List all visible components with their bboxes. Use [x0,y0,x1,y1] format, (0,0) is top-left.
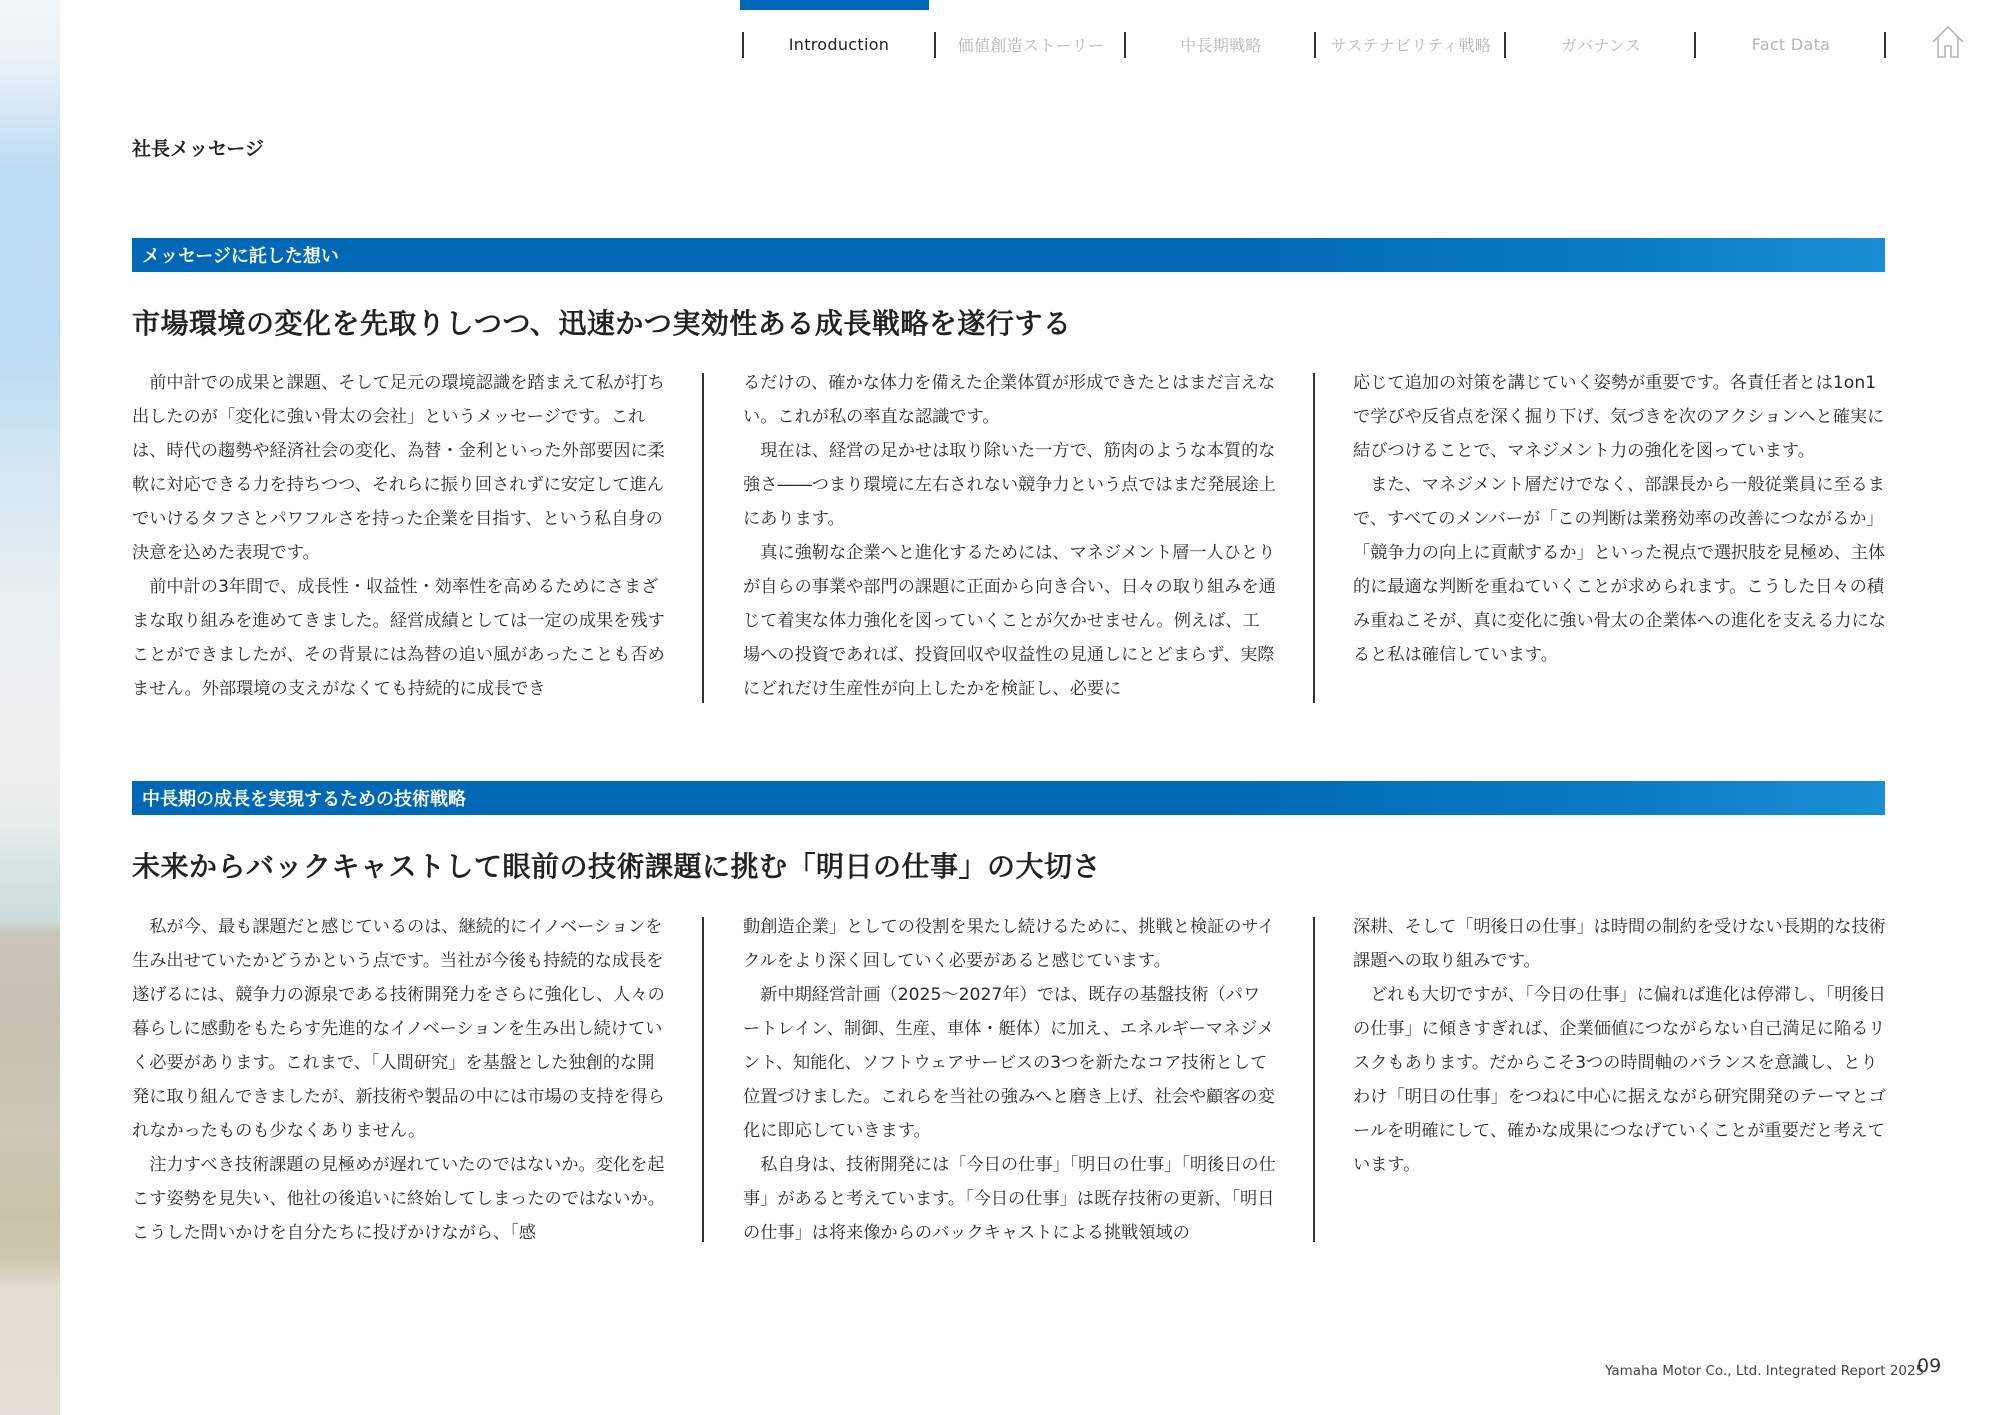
paragraph: 前中計の3年間で、成長性・収益性・効率性を高めるためにさまざまな取り組みを進めてきました。経営成績としては一定の成果を残すことができましたが、その背景には為替の追い風があったことも否めません。外部環境の支えがなくても持続的に成長でき [132,577,665,699]
nav-active-indicator [740,0,929,10]
paragraph: どれも大切ですが、「今日の仕事」に偏れば進化は停滞し、「明後日の仕事」に傾きすぎれば、企業価値につながらない自己満足に陥るリスクもあります。だからこそ3つの時間軸のバランスを意識し、とりわけ「明日の仕事」をつねに中心に据えながら研究開発のテーマとゴールを明確にして、確かな成果につなげていくことが重要だと考えています。 [1353,985,1886,1175]
nav-tab-sustainability-strategy[interactable]: サステナビリティ戦略 [1330,35,1492,55]
nav-tab-introduction[interactable]: Introduction [788,34,890,54]
paragraph: 真に強靭な企業へと進化するためには、マネジメント層一人ひとりが自らの事業や部門の課題に正面から向き合い、日々の取り組みを通じて着実な体力強化を図っていくことが欠かせません。例えば、工場への投資であれば、投資回収や収益性の見通しにとどまらず、実際にどれだけ生産性が向上したかを検証し、必要に [743,543,1276,699]
home-icon [1930,24,1966,60]
nav-tab-value-creation-story[interactable]: 価値創造ストーリー [957,35,1105,55]
nav-tab-fact-data[interactable]: Fact Data [1751,34,1831,54]
nav-divider [1884,32,1886,58]
column-divider [1313,917,1315,1242]
side-photo-strip [0,0,60,1415]
paragraph: 私が今、最も課題だと感じているのは、継続的にイノベーションを生み出せていたかどうかという点です。当社が今後も持続的な成長を遂げるには、競争力の源泉である技術開発力をさらに強化し、人々の暮らしに感動をもたらす先進的なイノベーションを生み出し続けていく必要があります。これまで、「人間研究」を基盤とした独創的な開発に取り組んできましたが、新技術や製品の中には市場の支持を得られなかったものも少なくありません。 [132,917,665,1141]
paragraph: 新中期経営計画（2025～2027年）では、既存の基盤技術（パワートレイン、制御、生産、車体・艇体）に加え、エネルギーマネジメント、知能化、ソフトウェアサービスの3つを新たなコア技術として位置づけました。これらを当社の強みへと磨き上げ、社会や顧客の変化に即応していきます。 [743,985,1275,1141]
paragraph: 注力すべき技術課題の見極めが遅れていたのではないか。変化を起こす姿勢を見失い、他社の後追いに終始してしまったのではないか。こうした問いかけを自分たちに投げかけながら、「感 [132,1155,665,1243]
paragraph: 深耕、そして「明後日の仕事」は時間の制約を受けない長期的な技術課題への取り組みです。 [1353,917,1886,971]
text-column [132,910,665,1250]
paragraph: 私自身は、技術開発には「今日の仕事」「明日の仕事」「明後日の仕事」があると考えています。「今日の仕事」は既存技術の更新、「明日の仕事」は将来像からのバックキャストによる挑戦領域の [743,1155,1276,1243]
text-column [743,366,1276,706]
paragraph: また、マネジメント層だけでなく、部課長から一般従業員に至るまで、すべてのメンバーが「この判断は業務効率の改善につながるか」「競争力の向上に貢献するか」といった視点で選択肢を見極め、主体的に最適な判断を重ねていくことが求められます。こうした日々の積み重ねこそが、真に変化に強い骨太の企業体への進化を支える力になると私は確信しています。 [1353,475,1886,665]
nav-tab-governance[interactable]: ガバナンス [1560,35,1642,55]
text-column [743,910,1276,1250]
report-title: Yamaha Motor Co., Ltd. Integrated Report 2025 [1605,1363,1925,1379]
column-divider [702,917,704,1242]
text-column [132,366,665,706]
column-divider [1313,373,1315,703]
paragraph: 動創造企業」としての役割を果たし続けるために、挑戦と検証のサイクルをより深く回していく必要があると感じています。 [743,917,1275,971]
section-headline: 市場環境の変化を先取りしつつ、迅速かつ実効性ある成長戦略を遂行する [132,307,1072,340]
text-column [1353,910,1886,1182]
paragraph: 前中計での成果と課題、そして足元の環境認識を踏まえて私が打ち出したのが「変化に強い骨太の会社」というメッセージです。これは、時代の趨勢や経済社会の変化、為替・金利といった外部要因に柔軟に対応できる力を持ちつつ、それらに振り回されずに安定して進んでいけるタフさとパワフルさを持った企業を目指す、という私自身の決意を込めた表現です。 [132,373,665,563]
text-column [1353,366,1886,672]
nav-tab-medium-long-term-strategy[interactable]: 中長期戦略 [1180,35,1262,55]
section-band-message: メッセージに託した想い [132,238,1885,272]
column-divider [702,373,704,703]
section-band-tech-strategy: 中長期の成長を実現するための技術戦略 [132,781,1885,815]
page-number: 09 [1917,1355,1942,1377]
paragraph: 応じて追加の対策を講じていく姿勢が重要です。各責任者とは1on1で学びや反省点を深く掘り下げ、気づきを次のアクションへと確実に結びつけることで、マネジメント力の強化を図っています。 [1353,373,1885,461]
section-headline: 未来からバックキャストして眼前の技術課題に挑む「明日の仕事」の大切さ [132,850,1102,883]
paragraph: るだけの、確かな体力を備えた企業体質が形成できたとはまだ言えない。これが私の率直な認識です。 [743,373,1276,427]
home-button[interactable] [1930,24,1966,60]
page-label: 社長メッセージ [132,138,264,160]
paragraph: 現在は、経営の足かせは取り除いた一方で、筋肉のような本質的な強さ――つまり環境に左右されない競争力という点ではまだ発展途上にあります。 [743,441,1276,529]
